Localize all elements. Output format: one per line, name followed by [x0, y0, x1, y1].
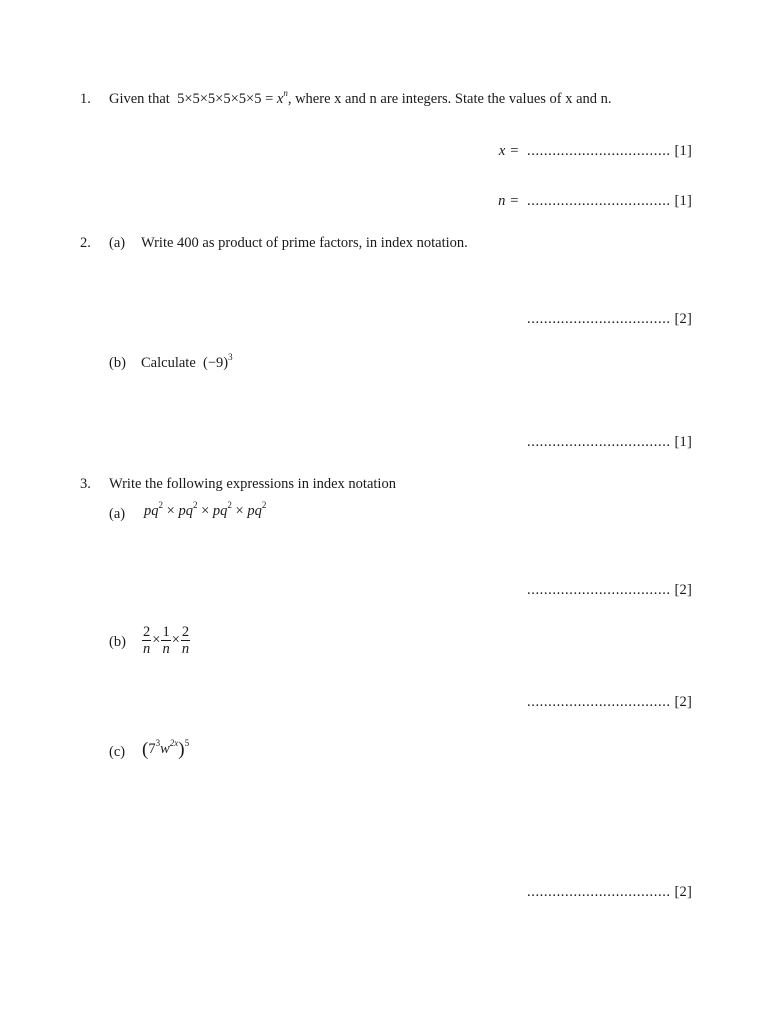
mark: [2] — [674, 884, 692, 900]
q2a-text: Write 400 as product of prime factors, in index notation. — [141, 235, 468, 251]
question-1-text — [109, 88, 612, 108]
q1-answer-x-line[interactable] — [499, 143, 692, 160]
q2a-answer-line[interactable] — [527, 311, 692, 328]
q2b-label: (b) — [109, 355, 126, 371]
answer-dots: .................................. — [527, 143, 671, 159]
q1-answer-x-label: x = — [498, 143, 520, 159]
q2b-text: Calculate $(-9)^3$ — [141, 352, 233, 371]
mark: [2] — [674, 694, 692, 710]
question-1-number: 1. — [80, 91, 91, 107]
q2a-label: (a) — [109, 235, 126, 251]
answer-dots: .................................. — [527, 694, 671, 710]
mark: [1] — [674, 434, 692, 450]
q2b-answer-line[interactable] — [527, 434, 692, 451]
q1-text-prefix: Given that — [109, 91, 170, 107]
q1-expression: $5\times 5\times 5\times 5\times 5\times 5 = x^n$ — [177, 88, 288, 107]
answer-dots: .................................. — [527, 582, 671, 598]
q3b-label: (b) — [109, 634, 126, 650]
mark: [1] — [674, 143, 692, 159]
q1-answer-n-line[interactable] — [498, 193, 692, 210]
question-3-text: Write the following expressions in index notation — [109, 476, 396, 492]
answer-dots: .................................. — [527, 434, 671, 450]
mark: [2] — [674, 311, 692, 327]
mark: [2] — [674, 582, 692, 598]
q3c-label: (c) — [109, 744, 126, 760]
q3b-expression: $\frac{2}{n}$ × $\frac{1}{n}$ × $\frac{2}{n}$ — [143, 624, 190, 657]
mark: [1] — [674, 193, 692, 209]
q3c-answer-line[interactable] — [527, 884, 692, 901]
answer-dots: .................................. — [527, 311, 671, 327]
answer-dots: .................................. — [527, 884, 671, 900]
q3a-answer-line[interactable] — [527, 582, 692, 599]
q3a-label: (a) — [109, 506, 126, 522]
q1-text-suffix: , where x and n are integers. State the values of x and n. — [287, 91, 612, 107]
q3c-expression: $(7^3w^{2x})^5$ — [142, 738, 190, 760]
question-2-number: 2. — [80, 235, 91, 251]
q3a-expression: $pq^2 \times pq^2 \times pq^2 \times pq^2$ — [144, 500, 267, 519]
answer-dots: .................................. — [527, 193, 671, 209]
q3b-answer-line[interactable] — [527, 694, 692, 711]
q1-answer-n-label: n = — [498, 193, 520, 209]
q2b-expression: $(-9)^3$ — [203, 352, 233, 371]
question-3-number: 3. — [80, 476, 91, 492]
